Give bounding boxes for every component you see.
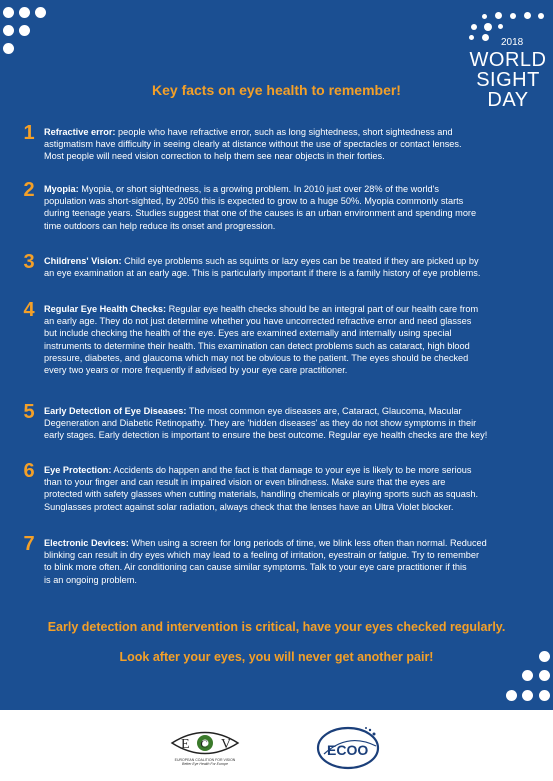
fact-text — [44, 255, 546, 279]
ecv-tagline: Better Eye Health For Europe — [182, 762, 228, 766]
logo-name-line: DAY — [487, 89, 529, 111]
fact-heading: Childrens' Vision: — [44, 256, 122, 266]
logo-name-line: SIGHT — [476, 69, 540, 91]
fact-line — [44, 195, 546, 207]
fact-line — [44, 561, 546, 573]
logo-name — [466, 50, 550, 110]
fact-body: Myopia, or short sightedness, is a growing problem. In 2010 just over 28% of the world's — [78, 184, 439, 194]
fact-body: blinking can result in dry eyes which may lead to a feeling of irritation, eyestrain or fatigue. Try to remember — [44, 550, 480, 561]
fact-body: population was short-sighted, by 2050 this is expected to grow to a huge 50%. Myopia commonly starts — [44, 196, 464, 207]
fact-line — [44, 549, 546, 561]
fact-text — [44, 126, 546, 163]
fact-line — [44, 220, 546, 232]
callout-look-after: Look after your eyes, you will never get another pair! — [119, 650, 434, 664]
fact-number: 4 — [23, 299, 35, 321]
fact-text — [44, 405, 546, 442]
fact-body: to blink more often. Air conditioning can cause similar symptoms. Talk to your eye care practitioner if this — [44, 562, 467, 573]
fact-line — [44, 364, 546, 376]
fact-line — [44, 315, 546, 327]
ecoo-logo — [310, 724, 386, 772]
fact-body: pressure, diabetes, and glaucoma which may not be obvious to the patient. The eyes should be checked — [44, 352, 469, 363]
fact-heading: Electronic Devices: — [44, 538, 129, 548]
fact-item — [18, 460, 546, 513]
fact-body: protected with safety glasses when cutting materials, handling chemicals or playing sports such as squash. — [44, 489, 479, 500]
logo-name-line: WORLD — [469, 49, 547, 71]
fact-body: Degeneration and Diabetic Retinopathy. They are 'hidden diseases' as they do not show symptoms in their — [44, 418, 477, 429]
fact-line — [44, 537, 546, 549]
fact-line — [44, 488, 546, 500]
fact-body: instruments to determine their health. This examination can detect problems such as cataract, high blood — [44, 340, 470, 351]
fact-body: When using a screen for long periods of time, we blink less often than normal. Reduced — [128, 538, 487, 548]
logo-year: 2018 — [501, 37, 524, 48]
ecv-mark-v: V — [221, 737, 232, 752]
fact-line — [44, 476, 546, 488]
fact-body: Accidents do happen and the fact is that damage to your eye is likely to be more serious — [111, 465, 472, 475]
fact-line — [44, 417, 546, 429]
fact-body: Most people will need vision correction to help them see near objects in their forties. — [44, 151, 385, 162]
fact-heading: Refractive error: — [44, 127, 116, 137]
fact-number: 6 — [23, 460, 35, 482]
fact-line — [44, 429, 546, 441]
fact-body: than to your finger and can result in impaired vision or even blindness. Make sure that the eyes are — [44, 477, 446, 488]
fact-line — [44, 352, 546, 364]
fact-heading: Eye Protection: — [44, 465, 112, 475]
fact-item — [18, 299, 546, 376]
fact-body: is an ongoing problem. — [44, 574, 137, 585]
ecoo-emblem-icon — [310, 724, 386, 772]
ecv-eye-icon — [168, 728, 242, 758]
fact-body: Child eye problems such as squints or lazy eyes can be treated if they are picked up by — [121, 256, 479, 266]
fact-heading: Early Detection of Eye Diseases: — [44, 406, 187, 416]
fact-body: but include checking the health of the eye. Eyes are examined externally and internally using special — [44, 328, 452, 339]
fact-heading: Myopia: — [44, 184, 79, 194]
ecoo-mark: ECOO — [327, 742, 369, 758]
fact-body: an eye examination at an early age. This is particularly important if there is a family history of eye problems. — [44, 268, 481, 279]
fact-body: Sunglasses protect against solar radiation, always check that the lenses have an Ultra Violet blocker. — [44, 501, 454, 512]
ecv-mark-c: C — [200, 738, 208, 751]
fact-line — [44, 138, 546, 150]
fact-heading: Regular Eye Health Checks: — [44, 304, 167, 314]
fact-body: time outdoors can help reduce its onset and progression. — [44, 220, 276, 231]
fact-line — [44, 183, 546, 195]
fact-text — [44, 464, 546, 513]
fact-line — [44, 574, 546, 586]
fact-number: 2 — [23, 179, 35, 201]
callout-early-detection: Early detection and intervention is critical, have your eyes checked regularly. — [47, 620, 506, 634]
fact-line — [44, 303, 546, 315]
fact-number: 5 — [23, 401, 35, 423]
fact-body: people who have refractive error, such as long sightedness, short sightedness and — [115, 127, 453, 137]
fact-body: during teenage years. Studies suggest that one of the causes is an urban environment and spending more — [44, 208, 477, 219]
fact-line — [44, 464, 546, 476]
fact-item — [18, 251, 546, 279]
fact-line — [44, 150, 546, 162]
ecv-mark-e: E — [181, 737, 190, 752]
fact-line — [44, 327, 546, 339]
fact-line — [44, 405, 546, 417]
fact-body: astigmatism have difficulty in seeing clearly at distance without the use of spectacles or contact lenses. — [44, 139, 462, 150]
fact-number: 7 — [23, 533, 35, 555]
fact-text — [44, 183, 546, 232]
fact-line — [44, 207, 546, 219]
fact-line — [44, 340, 546, 352]
fact-body: every two years or more frequently if advised by your eye care practitioner. — [44, 365, 348, 376]
fact-number: 3 — [23, 251, 35, 273]
fact-body: The most common eye diseases are, Cataract, Glaucoma, Macular — [186, 406, 462, 416]
fact-line — [44, 267, 546, 279]
partner-logos — [0, 710, 553, 781]
fact-line — [44, 255, 546, 267]
fact-text — [44, 303, 546, 376]
fact-body: an early age. They do not just determine whether you have uncorrected refractive error and need glasses — [44, 316, 472, 327]
fact-item — [18, 533, 546, 586]
page-title: Key facts on eye health to remember! — [152, 82, 401, 98]
fact-line — [44, 501, 546, 513]
ecv-name: EUROPEAN COALITION FOR VISION — [174, 758, 236, 762]
fact-body: Regular eye health checks should be an integral part of our health care from — [166, 304, 479, 314]
fact-item — [18, 179, 546, 232]
fact-text — [44, 537, 546, 586]
fact-number: 1 — [23, 122, 35, 144]
fact-item — [18, 401, 546, 442]
fact-body: early stages. Early detection is important to ensure the best outcome. Regular eye health checks are the key! — [44, 430, 488, 441]
fact-line — [44, 126, 546, 138]
ecv-logo — [168, 728, 242, 766]
fact-item — [18, 122, 546, 163]
